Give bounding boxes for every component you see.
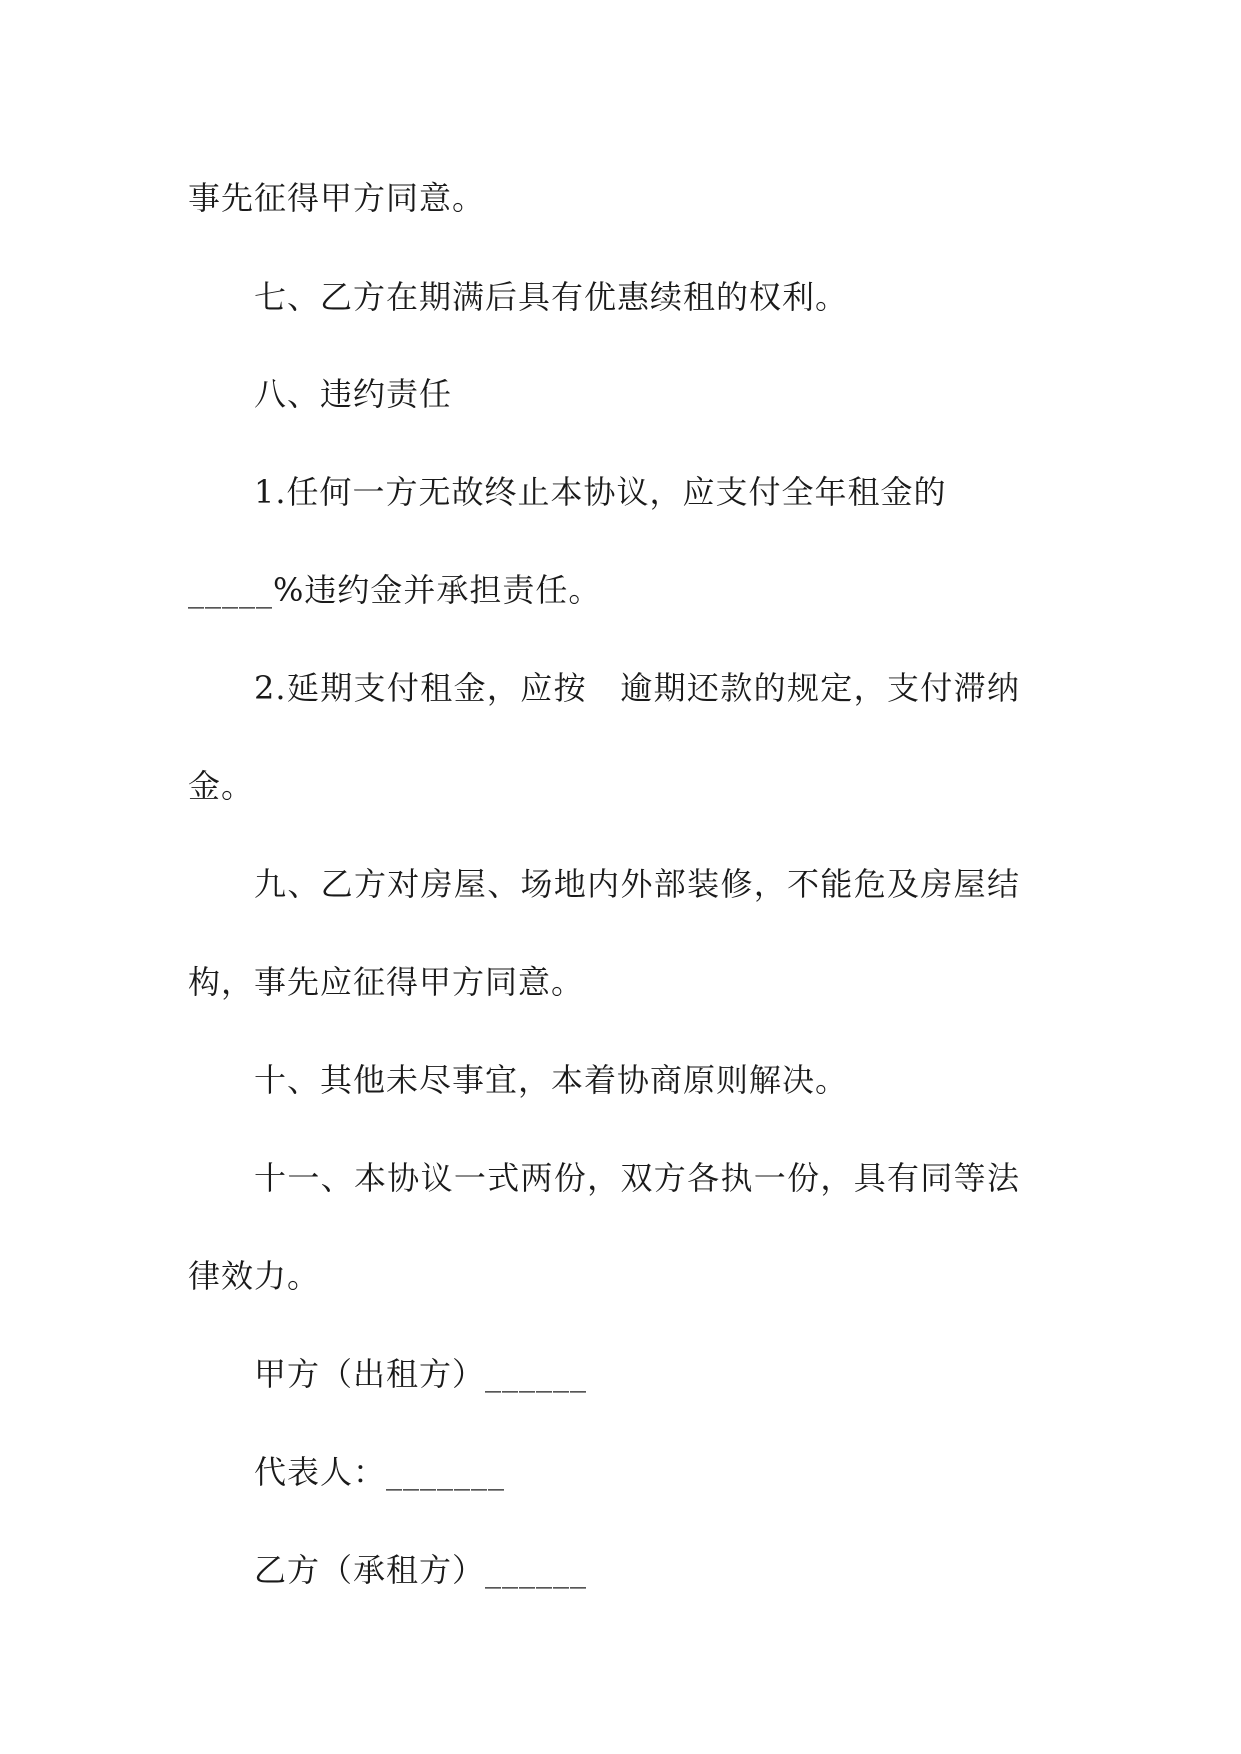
clause-11: 十一、本协议一式两份，双方各执一份，具有同等法 (254, 1159, 1020, 1197)
clause-7: 七、乙方在期满后具有优惠续租的权利。 (254, 278, 849, 316)
clause-8-item-2-continued: 金。 (188, 767, 255, 805)
party-a-signature-line: 甲方（出租方）______ (254, 1355, 588, 1393)
clause-11-continued: 律效力。 (188, 1257, 321, 1295)
clause-10: 十、其他未尽事宜，本着协商原则解决。 (254, 1061, 849, 1099)
clause-9: 九、乙方对房屋、场地内外部装修，不能危及房屋结 (254, 865, 1020, 903)
clause-9-continued: 构，事先应征得甲方同意。 (188, 963, 585, 1001)
clause-8-item-1: 1.任何一方无故终止本协议，应支付全年租金的 (254, 473, 947, 511)
clause-8-item-2: 2.延期支付租金，应按 逾期还款的规定，支付滞纳 (254, 669, 1020, 707)
party-b-signature-line: 乙方（承租方）______ (254, 1551, 588, 1589)
text-line-continuation: 事先征得甲方同意。 (188, 179, 486, 217)
representative-signature-line: 代表人：_______ (254, 1453, 506, 1491)
clause-8-item-1-continued: _____%违约金并承担责任。 (188, 571, 602, 609)
clause-8-heading: 八、违约责任 (254, 375, 453, 413)
